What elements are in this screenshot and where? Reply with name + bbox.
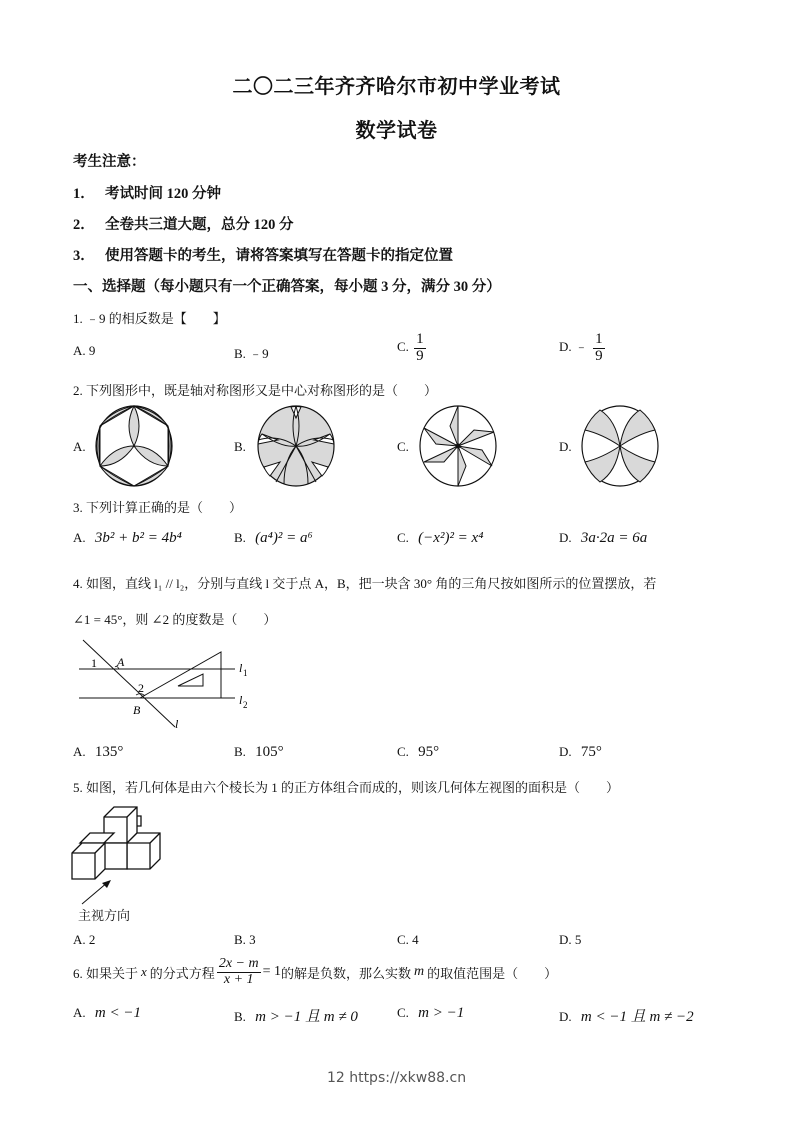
option-value: 95°: [418, 744, 440, 760]
equation-rhs: = 1: [262, 964, 281, 980]
option-label: A.: [73, 1005, 86, 1020]
option-label: C.: [397, 744, 409, 759]
q4-option-d[interactable]: [559, 744, 602, 761]
q3-option-b[interactable]: [234, 530, 313, 547]
section-heading: 一、选择题（每小题只有一个正确答案，每小题 3 分，满分 30 分）: [73, 279, 501, 295]
option-expression: m < −1: [94, 1005, 141, 1021]
q5-option-a[interactable]: A. 2: [73, 932, 96, 947]
question-5-stem: 5. 如图，若几何体是由六个棱长为 1 的正方体组合而成的，则该几何体左视图的面积是（ ）: [73, 780, 620, 795]
q6-option-b[interactable]: [234, 1005, 358, 1026]
option-expression: 3a·2a = 6a: [580, 530, 648, 546]
q2-figure-a-icon[interactable]: [94, 404, 174, 488]
q2-option-c-label[interactable]: C.: [397, 439, 409, 454]
notice-item-num: 3．: [73, 248, 95, 264]
q1-option-b[interactable]: B. ﹣9: [234, 346, 269, 361]
option-expression: (−x²)² = x⁴: [418, 530, 484, 546]
q5-option-c[interactable]: C. 4: [397, 932, 419, 947]
stem-text: 的取值范围是（ ）: [427, 965, 558, 981]
notice-item-num: 1．: [73, 186, 95, 202]
page-footer-watermark: 12 https://xkw88.cn: [326, 1070, 467, 1086]
q4-option-a[interactable]: [73, 744, 123, 761]
stem-text: 的解是负数，那么实数: [281, 965, 412, 981]
question-4-stem-line2: ∠1 = 45°，则 ∠2 的度数是（ ）: [73, 612, 277, 627]
option-value: 105°: [255, 744, 284, 760]
q1-option-c[interactable]: [397, 332, 428, 365]
exam-subtitle: 数学试卷: [355, 120, 438, 142]
view-direction-arrow-icon: [78, 878, 118, 908]
notice-item-text: 全卷共三道大题，总分 120 分: [105, 217, 294, 233]
fraction: $\frac{1}{9}$: [595, 331, 603, 364]
q2-option-d-label[interactable]: D.: [559, 439, 572, 454]
notice-item-2: [73, 213, 294, 234]
option-expression: 3b² + b² = 4b⁴: [94, 530, 182, 546]
option-label: D.: [559, 1009, 572, 1024]
notice-item-text: 使用答题卡的考生，请将答案填写在答题卡的指定位置: [105, 248, 453, 264]
option-value: 135°: [94, 744, 124, 760]
fraction: $\frac{1}{9}$: [416, 331, 424, 364]
option-label: B.: [234, 530, 246, 545]
question-3-stem: 3. 下列计算正确的是（ ）: [73, 500, 243, 515]
notice-item-3: [73, 244, 453, 265]
question-1-stem: 1. ﹣9 的相反数是【 】: [73, 311, 226, 326]
option-label: D.: [559, 530, 572, 545]
fraction-equation: $\frac{2x - m}{x + 1}$: [218, 956, 259, 987]
q1-option-d[interactable]: [559, 332, 607, 365]
q6-option-a[interactable]: [73, 1005, 141, 1022]
q3-option-d[interactable]: [559, 530, 647, 547]
question-2-stem: 2. 下列图形中，既是轴对称图形又是中心对称图形的是（ ）: [73, 383, 438, 398]
variable-m: m: [414, 964, 425, 980]
notice-item-num: 2．: [73, 217, 95, 233]
option-expression: m < −1 且 m ≠ −2: [580, 1009, 694, 1025]
angle-1-label: 1: [91, 656, 97, 670]
notice-item-text: 考试时间 120 分钟: [105, 186, 221, 202]
line-l1-subscript: 1: [243, 668, 248, 678]
notice-heading: 考生注意：: [73, 154, 146, 170]
option-label: C.: [397, 1005, 409, 1020]
q3-option-a[interactable]: [73, 530, 182, 547]
line-l1-label: l: [239, 661, 243, 675]
q4-option-c[interactable]: [397, 744, 439, 761]
q5-option-d[interactable]: D. 5: [559, 932, 582, 947]
option-label: D. ﹣: [559, 339, 588, 355]
point-b-label: B: [133, 703, 141, 717]
q6-option-c[interactable]: [397, 1005, 464, 1022]
q4-parallel-lines-triangle-figure: [75, 640, 265, 735]
line-l-label: l: [175, 717, 179, 731]
q2-figure-d-icon[interactable]: [580, 404, 660, 488]
point-a-label: A: [117, 655, 125, 669]
q2-figure-b-icon[interactable]: [256, 404, 336, 488]
line-l2-subscript: 2: [243, 700, 248, 710]
q4-option-b[interactable]: [234, 744, 284, 761]
angle-2-label: 2: [138, 681, 144, 695]
q5-cube-solid-figure: [70, 800, 180, 880]
option-label: C.: [397, 530, 409, 545]
notice-item-1: [73, 182, 221, 203]
q2-option-a-label[interactable]: A.: [73, 439, 86, 454]
option-label: B.: [234, 744, 246, 759]
q5-option-b[interactable]: B. 3: [234, 932, 256, 947]
option-label: C.: [397, 339, 409, 355]
variable-x: x: [141, 964, 147, 980]
option-label: A.: [73, 530, 86, 545]
option-label: A.: [73, 744, 86, 759]
exam-title: 二〇二三年齐齐哈尔市初中学业考试: [232, 76, 561, 98]
q3-option-c[interactable]: [397, 530, 483, 547]
view-direction-caption: 主视方向: [78, 909, 131, 924]
q6-option-d[interactable]: [559, 1005, 694, 1026]
option-value: 75°: [580, 744, 602, 760]
q2-option-b-label[interactable]: B.: [234, 439, 246, 454]
option-expression: (a⁴)² = a⁶: [255, 530, 313, 546]
question-6-stem: [73, 957, 557, 987]
stem-text: 的分式方程: [149, 965, 215, 981]
option-expression: m > −1: [418, 1005, 465, 1021]
option-expression: m > −1 且 m ≠ 0: [255, 1009, 358, 1025]
q1-option-a[interactable]: A. 9: [73, 343, 96, 358]
option-label: B.: [234, 1009, 246, 1024]
line-l2-label: l: [239, 693, 243, 707]
q2-figure-c-icon[interactable]: [418, 404, 498, 488]
question-4-stem-line1: 4. 如图，直线 l₁ // l₂，分别与直线 l 交于点 A，B，把一块含 30° 角的三角尺按如图所示的位置摆放，若: [73, 576, 657, 591]
stem-text: 6. 如果关于: [73, 965, 139, 981]
option-label: D.: [559, 744, 572, 759]
